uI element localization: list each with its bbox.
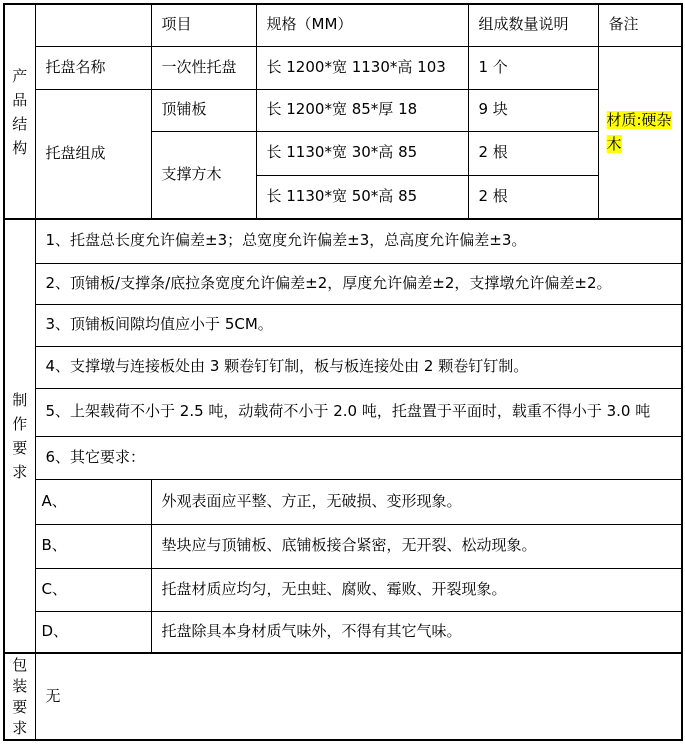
section-label-product-structure [4,4,35,219]
support-timber-spec-cell-1: 长 1130*宽 30*高 85 [256,131,468,175]
sub-requirement-text-cell: 托盘材质应均匀，无虫蛀、腐败、霉败、开裂现象。 [151,568,682,611]
sub-requirement-text-cell: 垫块应与顶铺板、底铺板接合紧密，无开裂、松动现象。 [151,524,682,568]
remark-material-cell [598,46,682,219]
requirement-row-5 [4,388,682,436]
requirement-row-4 [4,346,682,388]
support-timber-item-cell: 支撑方木 [151,131,256,219]
sub-requirement-text-cell: 外观表面应平整、方正，无破损、变形现象。 [151,479,682,524]
requirement-text-cell: 2、顶铺板/支撑条/底拉条宽度允许偏差±2，厚度允许偏差±2，支撑墩允许偏差±2。 [35,263,682,304]
sub-requirement-key-cell: B、 [35,524,151,568]
support-timber-qty-cell-1: 2 根 [468,131,598,175]
pallet-name-label-cell: 托盘名称 [35,46,151,89]
top-deck-spec-cell: 长 1200*宽 85*厚 18 [256,89,468,131]
requirement-row-1 [4,219,682,263]
sub-requirement-row-b [4,524,682,568]
section-label-production-requirements [4,219,35,653]
support-timber-spec-cell-2: 长 1130*宽 50*高 85 [256,175,468,219]
requirement-row-3 [4,304,682,346]
section-label-text: 包装要求 [12,655,28,737]
top-deck-qty-cell: 9 块 [468,89,598,131]
sub-requirement-row-a [4,479,682,524]
pallet-name-qty-cell: 1 个 [468,46,598,89]
requirement-text-cell: 4、支撑墩与连接板处由 3 颗卷钉钉制，板与板连接处由 2 颗卷钉钉制。 [35,346,682,388]
sub-requirement-key-cell: C、 [35,568,151,611]
pallet-name-spec-cell: 长 1200*宽 1130*高 103 [256,46,468,89]
section-label-packaging-requirements [4,653,35,740]
requirement-text-cell: 6、其它要求： [35,436,682,479]
support-timber-qty-cell-2: 2 根 [468,175,598,219]
spec-table [3,3,683,741]
requirement-row-6 [4,436,682,479]
packaging-content-cell: 无 [35,653,682,740]
header-quantity-cell: 组成数量说明 [468,4,598,46]
requirement-row-2 [4,263,682,304]
header-remark-cell: 备注 [598,4,682,46]
pallet-name-row [4,46,682,89]
sub-requirement-key-cell: D、 [35,611,151,653]
header-item-cell: 项目 [151,4,256,46]
pallet-name-item-cell: 一次性托盘 [151,46,256,89]
top-deck-item-cell: 顶铺板 [151,89,256,131]
header-empty-cell [35,4,151,46]
sub-requirement-row-c [4,568,682,611]
section-label-text: 产品结构 [12,66,28,157]
top-deck-row [4,89,682,131]
packaging-row [4,653,682,740]
material-highlight: 材质:硬杂木 [606,111,672,154]
section-label-text: 制作要求 [12,391,28,481]
sub-requirement-text-cell: 托盘除具本身材质气味外，不得有其它气味。 [151,611,682,653]
header-row [4,4,682,46]
requirement-text-cell: 3、顶铺板间隙均值应小于 5CM。 [35,304,682,346]
requirement-text-cell: 1、托盘总长度允许偏差±3；总宽度允许偏差±3，总高度允许偏差±3。 [35,219,682,263]
requirement-text-cell: 5、上架载荷不小于 2.5 吨，动载荷不小于 2.0 吨，托盘置于平面时，载重不得小于 3.0 吨 [35,388,682,436]
sub-requirement-key-cell: A、 [35,479,151,524]
sub-requirement-row-d [4,611,682,653]
header-spec-cell: 规格（MM） [256,4,468,46]
pallet-composition-label-cell: 托盘组成 [35,89,151,219]
